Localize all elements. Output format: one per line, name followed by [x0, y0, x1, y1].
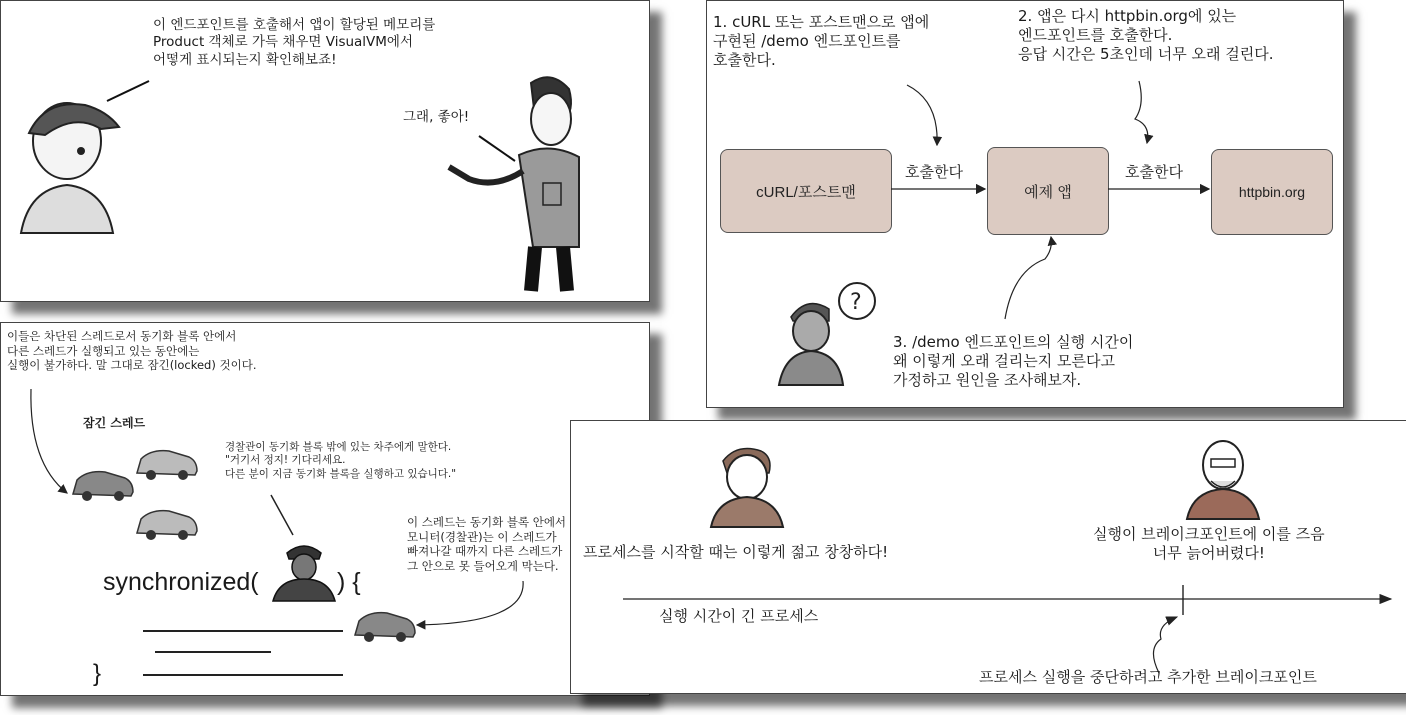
step-3-text: 3. /demo 엔드포인트의 실행 시간이 왜 이렇게 오래 걸리는지 모른다고 가정하고 원인을 조사해보자. — [893, 333, 1134, 390]
timeline-axis — [571, 421, 1406, 693]
arrow-label-call-1: 호출한다 — [905, 163, 963, 181]
car-icon — [353, 609, 417, 643]
police-officer-icon — [269, 539, 339, 601]
server-box: httpbin.org — [1211, 149, 1333, 235]
blocked-threads-intro: 이들은 차단된 스레드로서 동기화 블록 안에서 다른 스레드가 실행되고 있는 동안에는 실행이 불가하다. 말 그대로 잠긴(locked) 것이다. — [7, 329, 257, 373]
arrow-label-call-2: 호출한다 — [1125, 163, 1183, 181]
person-cap-icon — [15, 93, 125, 233]
breakpoint-label: 프로세스 실행을 중단하려고 추가한 브레이크포인트 — [979, 668, 1317, 686]
person-speaker-icon — [439, 71, 579, 291]
young-caption: 프로세스를 시작할 때는 이렇게 젊고 창창하다! — [583, 543, 889, 561]
police-caption: 경찰관이 동기화 블록 밖에 있는 차주에게 말한다. "거기서 정지! 기다리세요. 다른 분이 지금 동기화 블록을 실행하고 있습니다." — [225, 441, 457, 480]
speech-text-left: 이 엔드포인트를 호출해서 앱이 할당된 메모리를 Product 객체로 가득 채우면 VisualVM에서 어떻게 표시되는지 확인해보죠! — [153, 17, 436, 68]
speech-text-right: 그래, 좋아! — [403, 109, 470, 125]
step-1-text: 1. cURL 또는 포스트맨으로 앱에 구현된 /demo 엔드포인트를 호출한다. — [713, 13, 930, 70]
step-2-text: 2. 앱은 다시 httpbin.org에 있는 엔드포인트를 호출한다. 응답 시간은 5초인데 너무 오래 걸린다. — [1018, 7, 1274, 64]
locked-threads-label: 잠긴 스레드 — [83, 416, 146, 430]
sync-arrows — [1, 323, 649, 695]
client-box: cURL/포스트맨 — [720, 149, 892, 233]
call-flow-panel — [706, 0, 1344, 408]
code-synchronized-keyword: synchronized( — [103, 568, 259, 596]
code-brace-close: } — [93, 660, 102, 687]
comic-panel-visualvm — [0, 0, 650, 302]
car-icon — [71, 468, 135, 502]
app-box: 예제 앱 — [987, 147, 1109, 235]
monitor-caption: 이 스레드는 동기화 블록 안에서 모니터(경찰관)는 이 스레드가 빠져나갈 때까지 다른 스레드가 그 안으로 못 들어오게 막는다. — [407, 515, 567, 574]
car-icon — [135, 507, 199, 541]
car-icon — [135, 447, 199, 481]
old-caption: 실행이 브레이크포인트에 이를 즈음 너무 늙어버렸다! — [1093, 525, 1325, 563]
synchronized-panel — [0, 322, 650, 696]
svg-text:?: ? — [850, 290, 862, 315]
code-brace-open: ) { — [337, 568, 361, 596]
timeline-panel — [570, 420, 1406, 694]
confused-developer-icon — [777, 281, 887, 391]
timeline-label: 실행 시간이 긴 프로세스 — [659, 607, 819, 625]
